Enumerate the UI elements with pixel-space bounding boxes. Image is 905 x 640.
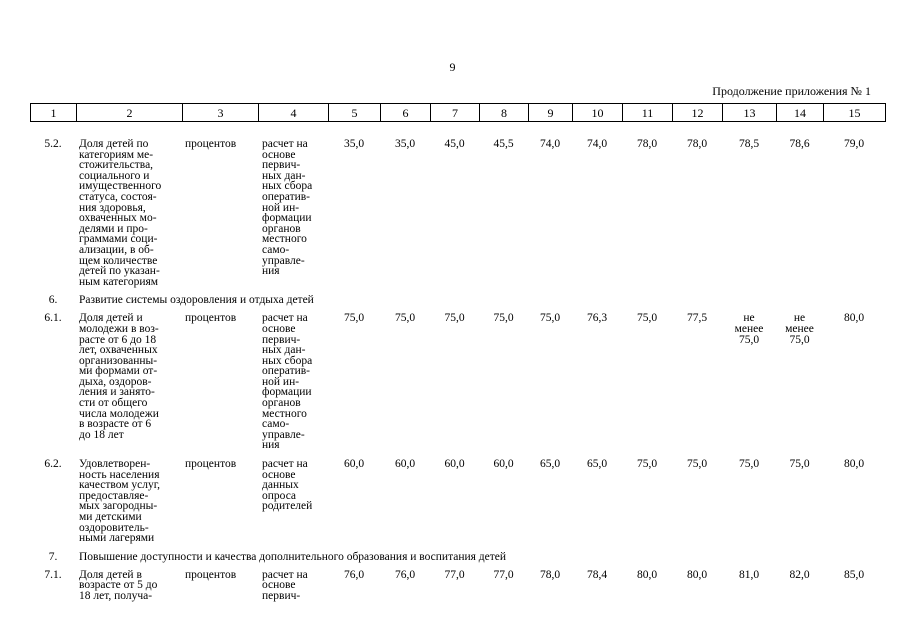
indicator-name: Удовлетворен- ность населения качеством услуг, предоставляе- мых загородны- ми детскими оздоровитель- ными лагерями <box>79 458 161 545</box>
indicator-number: 6.1. <box>44 312 62 325</box>
section-number: 6. <box>48 294 58 307</box>
indicator-value: 85,0 <box>843 568 865 581</box>
indicator-value: 60,0 <box>444 458 465 471</box>
indicator-unit: процентов <box>185 568 237 581</box>
section-title: Развитие системы оздоровления и отдыха детей <box>79 294 314 307</box>
indicator-value: 35,0 <box>343 138 365 150</box>
calculation-method: расчет на основе первич- ных дан- ных сбора оператив- ной ин- формации органов местного само- управле- ния <box>262 312 313 452</box>
indicator-value: 75,0 <box>686 458 708 471</box>
continuation-label: Продолжение приложения № 1 <box>712 84 871 98</box>
indicator-value: 65,0 <box>586 458 608 471</box>
indicator-value: 65,0 <box>539 458 561 471</box>
header-cell: 15 <box>824 104 886 122</box>
header-cell: 9 <box>529 104 573 122</box>
indicator-value: 78,6 <box>789 138 810 150</box>
indicator-value: 45,0 <box>444 138 465 150</box>
indicator-value: 77,0 <box>493 568 514 581</box>
indicator-value: 81,0 <box>738 568 760 581</box>
table-row <box>30 570 885 610</box>
indicator-name: Доля детей и молодежи в воз- расте от 6 до 18 лет, охваченных организованны- ми формами от- дыха, оздоров- ления и занято- сти от общего числа молодежи в возрасте от 6 до 18 лет <box>79 312 159 441</box>
indicator-value: 78,4 <box>586 568 608 581</box>
indicator-value: 80,0 <box>686 568 708 581</box>
indicator-value: 74,0 <box>586 138 608 150</box>
indicator-value: 75,0 <box>343 312 365 325</box>
header-cell: 4 <box>259 104 329 122</box>
section-number: 7. <box>48 550 58 563</box>
indicator-value: 77,5 <box>686 312 708 325</box>
table-row <box>30 459 885 552</box>
page-number: 9 <box>449 60 456 74</box>
indicator-number: 5.2. <box>44 138 62 150</box>
indicator-value: 80,0 <box>843 312 865 325</box>
calculation-method: расчет на основе данных опроса родителей <box>262 458 313 513</box>
indicator-value: 78,0 <box>539 568 561 581</box>
indicator-unit: процентов <box>185 312 237 325</box>
indicator-value: 75,0 <box>738 458 760 471</box>
indicator-name: Доля детей в возрасте от 5 до 18 лет, получа- <box>79 568 158 602</box>
header-cell: 12 <box>673 104 723 122</box>
indicator-value: 78,0 <box>686 138 708 150</box>
indicator-number: 7.1. <box>44 568 62 581</box>
indicator-value: 75,0 <box>636 458 658 471</box>
indicator-table <box>30 139 885 610</box>
header-cell: 1 <box>31 104 77 122</box>
header-row <box>31 104 886 122</box>
header-cell: 11 <box>623 104 673 122</box>
indicator-value: 60,0 <box>343 458 365 471</box>
indicator-value: 75,0 <box>789 458 810 471</box>
section-row <box>30 295 885 313</box>
indicator-value: 80,0 <box>843 458 865 471</box>
table-row <box>30 313 885 459</box>
section-row <box>30 552 885 570</box>
indicator-value: не менее 75,0 <box>785 312 814 346</box>
section-title: Повышение доступности и качества дополнительного образования и воспитания детей <box>79 550 507 563</box>
calculation-method: расчет на основе первич- ных дан- ных сбора оператив- ной ин- формации органов местного само- управле- ния <box>262 138 313 278</box>
header-cell: 7 <box>431 104 480 122</box>
indicator-value: 77,0 <box>444 568 465 581</box>
indicator-value: 35,0 <box>394 138 416 150</box>
indicator-value: 60,0 <box>493 458 514 471</box>
calculation-method: расчет на основе первич- <box>262 568 308 602</box>
indicator-value: 45,5 <box>493 138 514 150</box>
indicator-value: 80,0 <box>636 568 658 581</box>
header-cell: 14 <box>777 104 824 122</box>
indicator-value: 60,0 <box>394 458 416 471</box>
indicator-value: 75,0 <box>444 312 465 325</box>
header-cell: 10 <box>573 104 623 122</box>
header-cell: 8 <box>480 104 529 122</box>
indicator-value: 74,0 <box>539 138 561 150</box>
indicator-unit: процентов <box>185 458 237 471</box>
indicator-value: 75,0 <box>636 312 658 325</box>
table-rows <box>30 139 885 610</box>
indicator-value: 76,0 <box>343 568 365 581</box>
indicator-value: 79,0 <box>843 138 865 150</box>
header-cell: 2 <box>77 104 183 122</box>
indicator-value: 78,5 <box>738 138 760 150</box>
indicator-number: 6.2. <box>44 458 62 471</box>
indicator-value: 82,0 <box>789 568 810 581</box>
indicator-name: Доля детей по категориям ме- стожительства, социального и имущественного статуса, состоя- ния здоровья, охваченных мо- делями и про- граммами соци- ализации, в об- щем количестве детей по указан- ным категориям <box>79 138 162 288</box>
indicator-value: 76,3 <box>586 312 608 325</box>
header-cell: 13 <box>723 104 777 122</box>
header-cell: 6 <box>381 104 431 122</box>
header-cell: 5 <box>329 104 381 122</box>
indicator-value: 75,0 <box>493 312 514 325</box>
indicator-value: 76,0 <box>394 568 416 581</box>
table-row <box>30 139 885 295</box>
indicator-value: не менее 75,0 <box>734 312 764 346</box>
indicator-table-body <box>30 139 885 610</box>
indicator-unit: процентов <box>185 138 237 150</box>
indicator-value: 78,0 <box>636 138 658 150</box>
column-number-header <box>30 103 886 122</box>
header-cell: 3 <box>183 104 259 122</box>
indicator-value: 75,0 <box>539 312 561 325</box>
indicator-value: 75,0 <box>394 312 416 325</box>
